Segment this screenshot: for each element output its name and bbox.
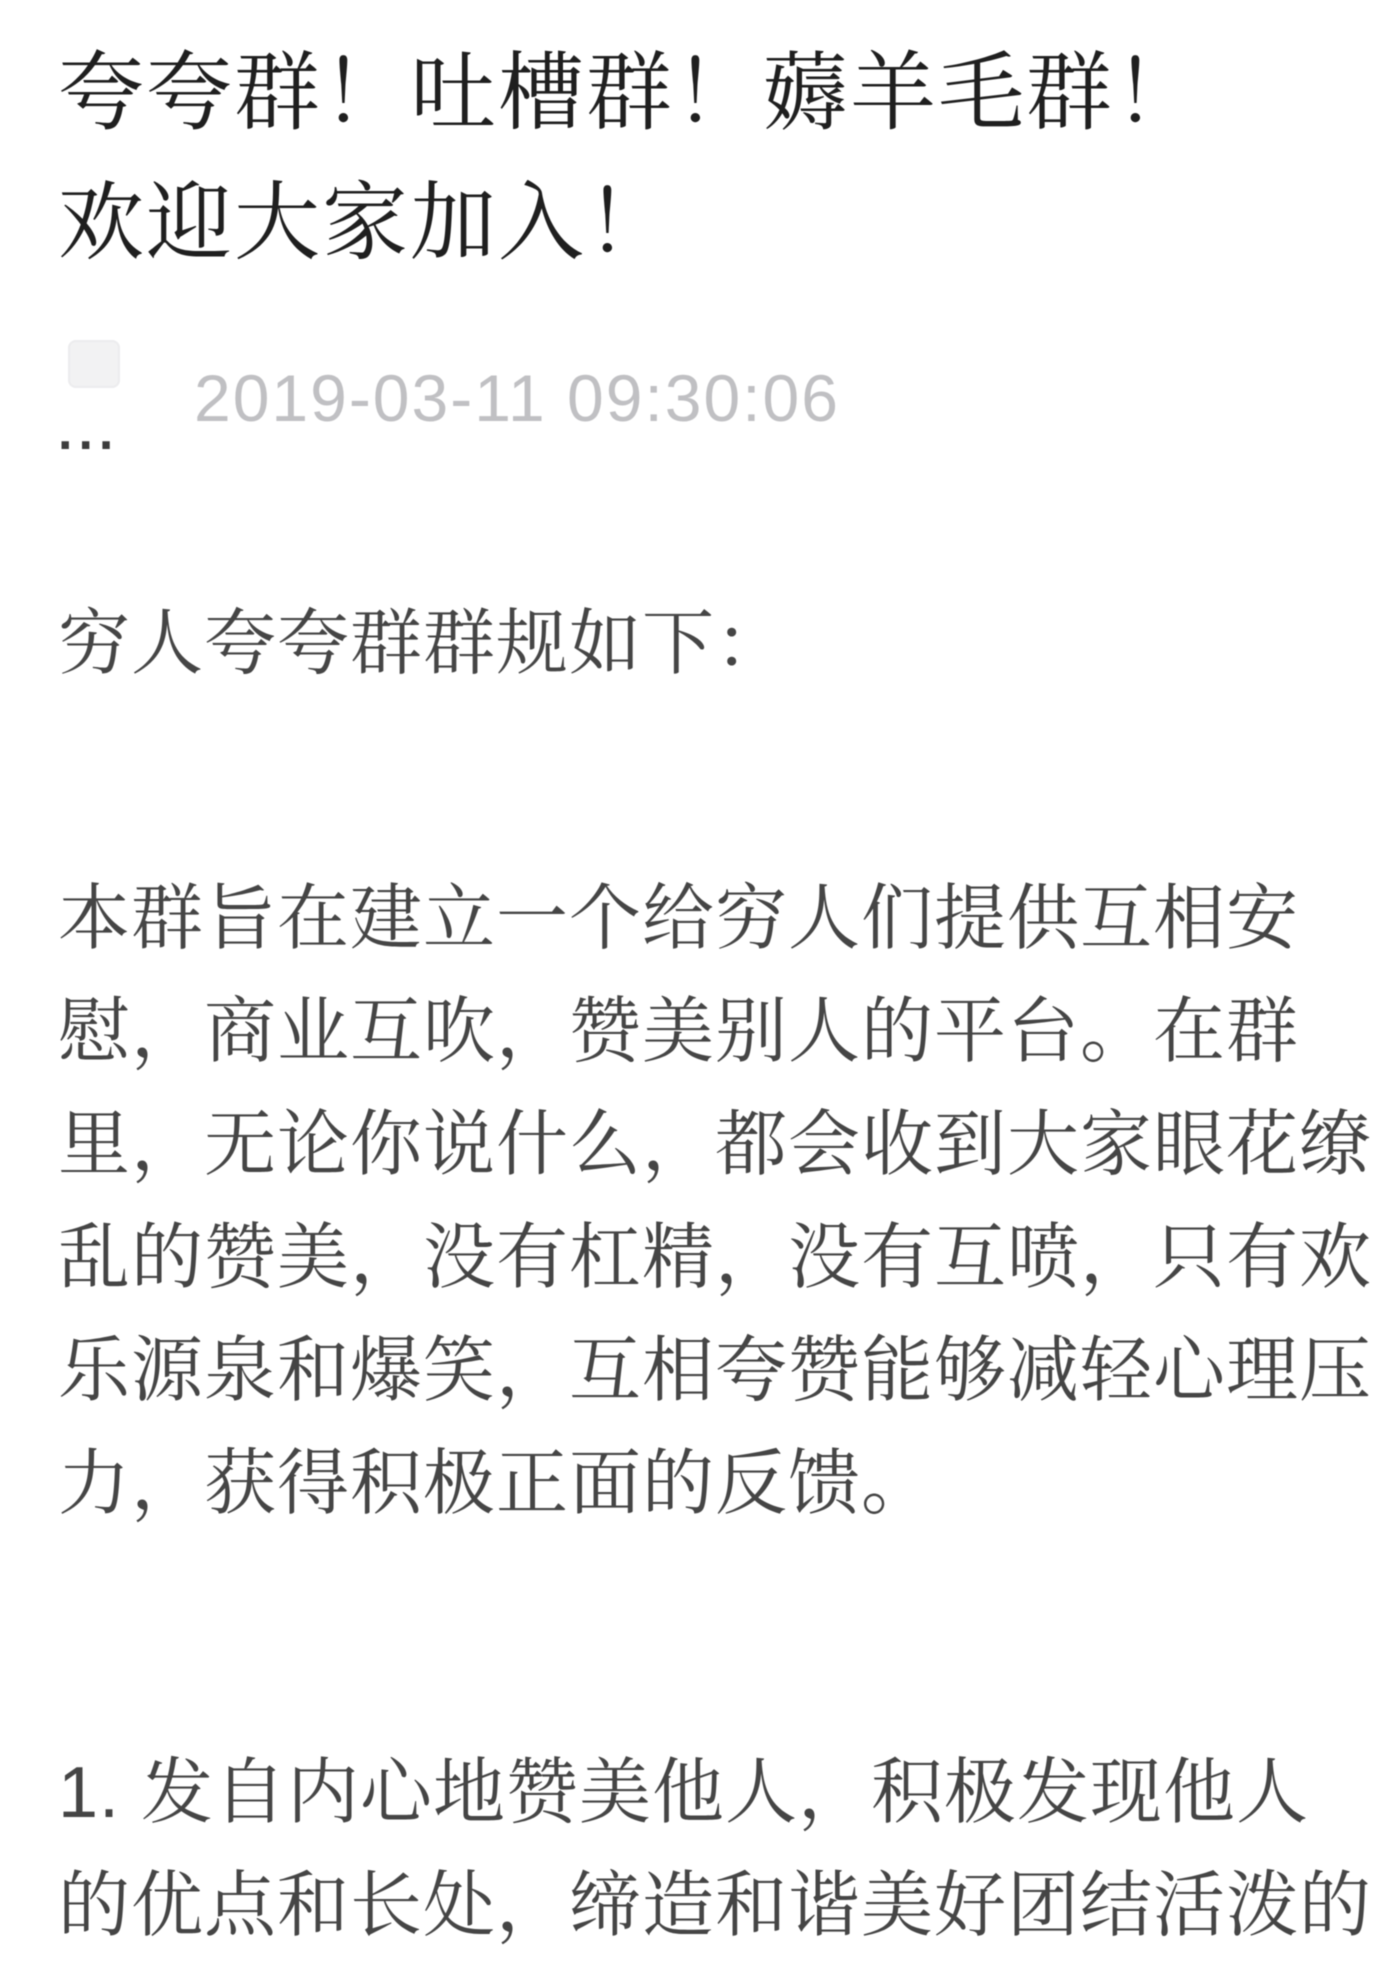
author-block	[58, 338, 142, 461]
post-title-line-2: 欢迎大家加入！	[58, 175, 674, 271]
rule-item-1	[58, 1737, 1373, 1963]
paragraph-line: 乱的赞美，没有杠精，没有互喷，只有欢	[58, 1218, 1373, 1298]
post-meta	[58, 338, 1330, 461]
rules-section-heading: 穷人夸夸群群规如下：	[58, 604, 789, 684]
paragraph-line: 慰，商业互吹，赞美别人的平台。在群	[58, 992, 1300, 1072]
paragraph-line: 力，获得积极正面的反馈。	[58, 1444, 935, 1524]
post-title	[58, 28, 1330, 288]
rule-line: 的优点和长处，缔造和谐美好团结活泼的	[58, 1866, 1373, 1946]
post-timestamp: 2019-03-11 09:30:06	[194, 361, 840, 435]
intro-paragraph	[58, 863, 1373, 1541]
rule-line: 1. 发自内心地赞美他人，积极发现他人	[58, 1753, 1310, 1833]
post-title-line-1: 夸夸群！吐槽群！薅羊毛群！	[58, 45, 1202, 141]
author-name-ellipsis: ...	[58, 403, 120, 461]
author-avatar-placeholder	[68, 340, 120, 388]
paragraph-line: 乐源泉和爆笑，互相夸赞能够减轻心理压	[58, 1331, 1373, 1411]
paragraph-line: 里，无论你说什么，都会收到大家眼花缭	[58, 1105, 1373, 1185]
paragraph-line: 本群旨在建立一个给穷人们提供互相安	[58, 879, 1300, 959]
